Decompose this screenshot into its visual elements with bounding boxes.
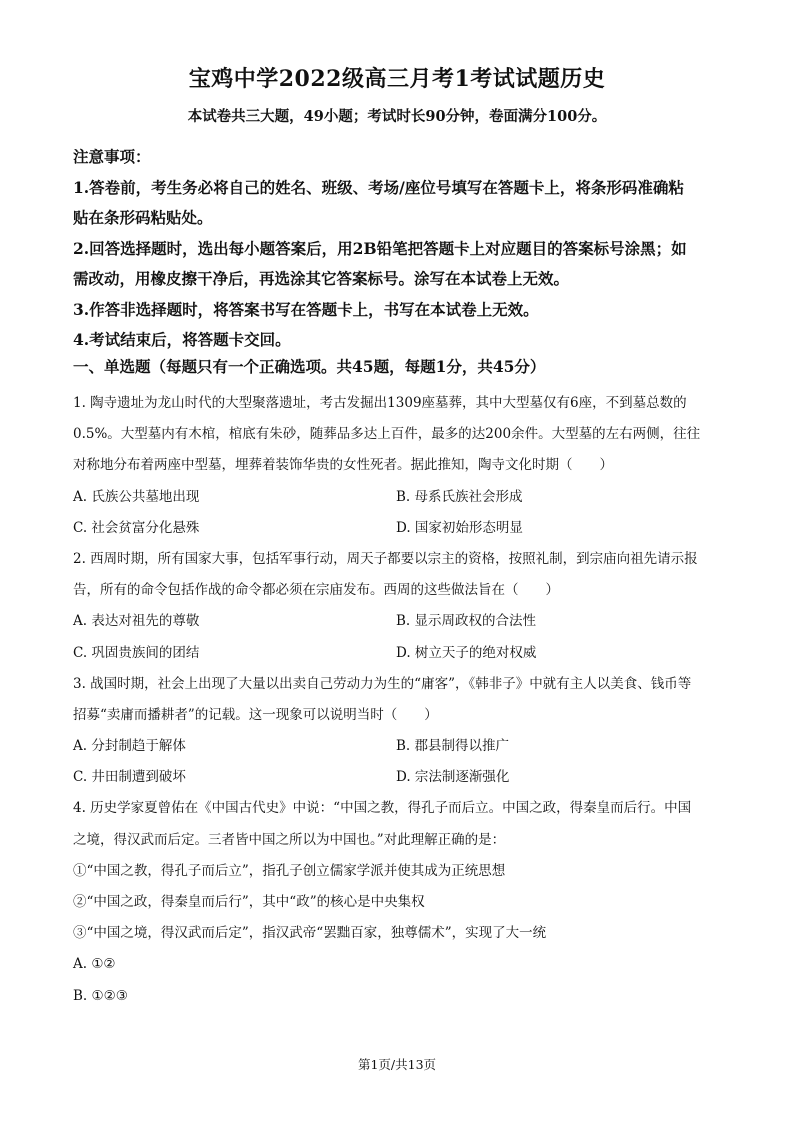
instructions-heading: 注意事项： [73, 147, 151, 166]
question-1-text: 1. 陶寺遗址为龙山时代的大型聚落遗址，考古发掘出1309座墓葬，其中大型墓仅有6座，不到墓总数的 [73, 395, 687, 411]
questions-block [73, 388, 723, 1012]
question-2-option-b: B. 显示周政权的合法性 [396, 613, 537, 630]
question-3-options-row [73, 731, 723, 762]
exam-title: 宝鸡中学2022级高三月考1考试试题历史 [188, 66, 606, 92]
instruction-line: 3.作答非选择题时，将答案书写在答题卡上，书写在本试卷上无效。 [73, 299, 539, 319]
question-1-option-d: D. 国家初始形态明显 [396, 519, 523, 536]
question-4-text: 4. 历史学家夏曾佑在《中国古代史》中说：“中国之教，得孔子而后立。中国之政，得秦皇而后行。中国 [73, 800, 692, 817]
question-3-option-a: A. 分封制趋于解体 [73, 738, 186, 755]
instruction-line: 1.答卷前，考生务必将自己的姓名、班级、考场/座位号填写在答题卡上，将条形码准确粘 [73, 177, 684, 197]
question-2-options-row [73, 606, 723, 637]
question-4-statement-1: ①“中国之教，得孔子而后立”，指孔子创立儒家学派并使其成为正统思想 [73, 862, 506, 879]
instruction-line: 贴在条形码粘贴处。 [73, 208, 213, 227]
question-4-text: 之境，得汉武而后定。三者皆中国之所以为中国也。”对此理解正确的是： [73, 831, 506, 848]
question-3-options-row [73, 762, 723, 793]
instruction-line: 需改动，用橡皮擦干净后，再选涂其它答案标号。涂写在本试卷上无效。 [73, 269, 570, 288]
question-1-option-c: C. 社会贫富分化悬殊 [73, 519, 200, 536]
question-4-option-a: A. ①② [73, 956, 116, 973]
question-3-option-b: B. 郡县制得以推广 [396, 738, 510, 755]
question-2-option-a: A. 表达对祖先的尊敬 [73, 613, 200, 630]
question-4-option-b: B. ①②③ [73, 987, 128, 1004]
question-1-option-a: A. 氏族公共墓地出现 [73, 488, 200, 505]
question-3-text: 3. 战国时期，社会上出现了大量以出卖自己劳动力为生的“庸客”，《韩非子》中就有主人以美食、钱币等 [73, 675, 692, 692]
instruction-line: 2.回答选择题时，选出每小题答案后，用2B铅笔把答题卡上对应题目的答案标号涂黑；如 [73, 238, 687, 258]
instruction-line: 4.考试结束后，将答题卡交回。 [73, 330, 291, 349]
exam-subtitle: 本试卷共三大题，49小题；考试时长90分钟，卷面满分100分。 [187, 108, 607, 125]
question-1-option-b: B. 母系氏族社会形成 [396, 488, 523, 505]
question-3-text: 招募“卖庸而播耕者”的记载。这一现象可以说明当时（ ） [73, 706, 438, 723]
section-heading-single-choice: 一、单选题（每题只有一个正确选项。共45题，每题1分，共45分） [73, 357, 546, 376]
question-4-statement-2: ②“中国之政，得秦皇而后行”，其中“政”的核心是中央集权 [73, 894, 425, 910]
page-footer: 第1页/共13页 [357, 1057, 437, 1072]
instructions-block [73, 142, 723, 356]
question-2-text: 告，所有的命令包括作战的命令都必须在宗庙发布。西周的这些做法旨在（ ） [73, 582, 559, 599]
question-3-option-d: D. 宗法制逐渐强化 [396, 769, 510, 786]
question-1-options-row [73, 482, 723, 513]
question-1-text: 对称地分布着两座中型墓，埋葬着装饰华贵的女性死者。据此推知，陶寺文化时期（ ） [73, 457, 613, 474]
question-2-options-row [73, 638, 723, 669]
question-2-text: 2. 西周时期，所有国家大事，包括军事行动，周天子都要以宗主的资格，按照礼制，到宗庙向祖先请示报 [73, 550, 698, 567]
question-4-statement-3: ③“中国之境，得汉武而后定”，指汉武帝“罢黜百家，独尊儒术”，实现了大一统 [73, 925, 547, 942]
question-1-text: 0.5%。大型墓内有木棺，棺底有朱砂，随葬品多达上百件，最多的达200余件。大型墓的左右两侧，往往 [73, 426, 701, 443]
question-2-option-d: D. 树立天子的绝对权威 [396, 644, 537, 661]
question-2-option-c: C. 巩固贵族间的团结 [73, 644, 200, 661]
question-1-options-row [73, 513, 723, 544]
question-3-option-c: C. 井田制遭到破坏 [73, 769, 186, 786]
